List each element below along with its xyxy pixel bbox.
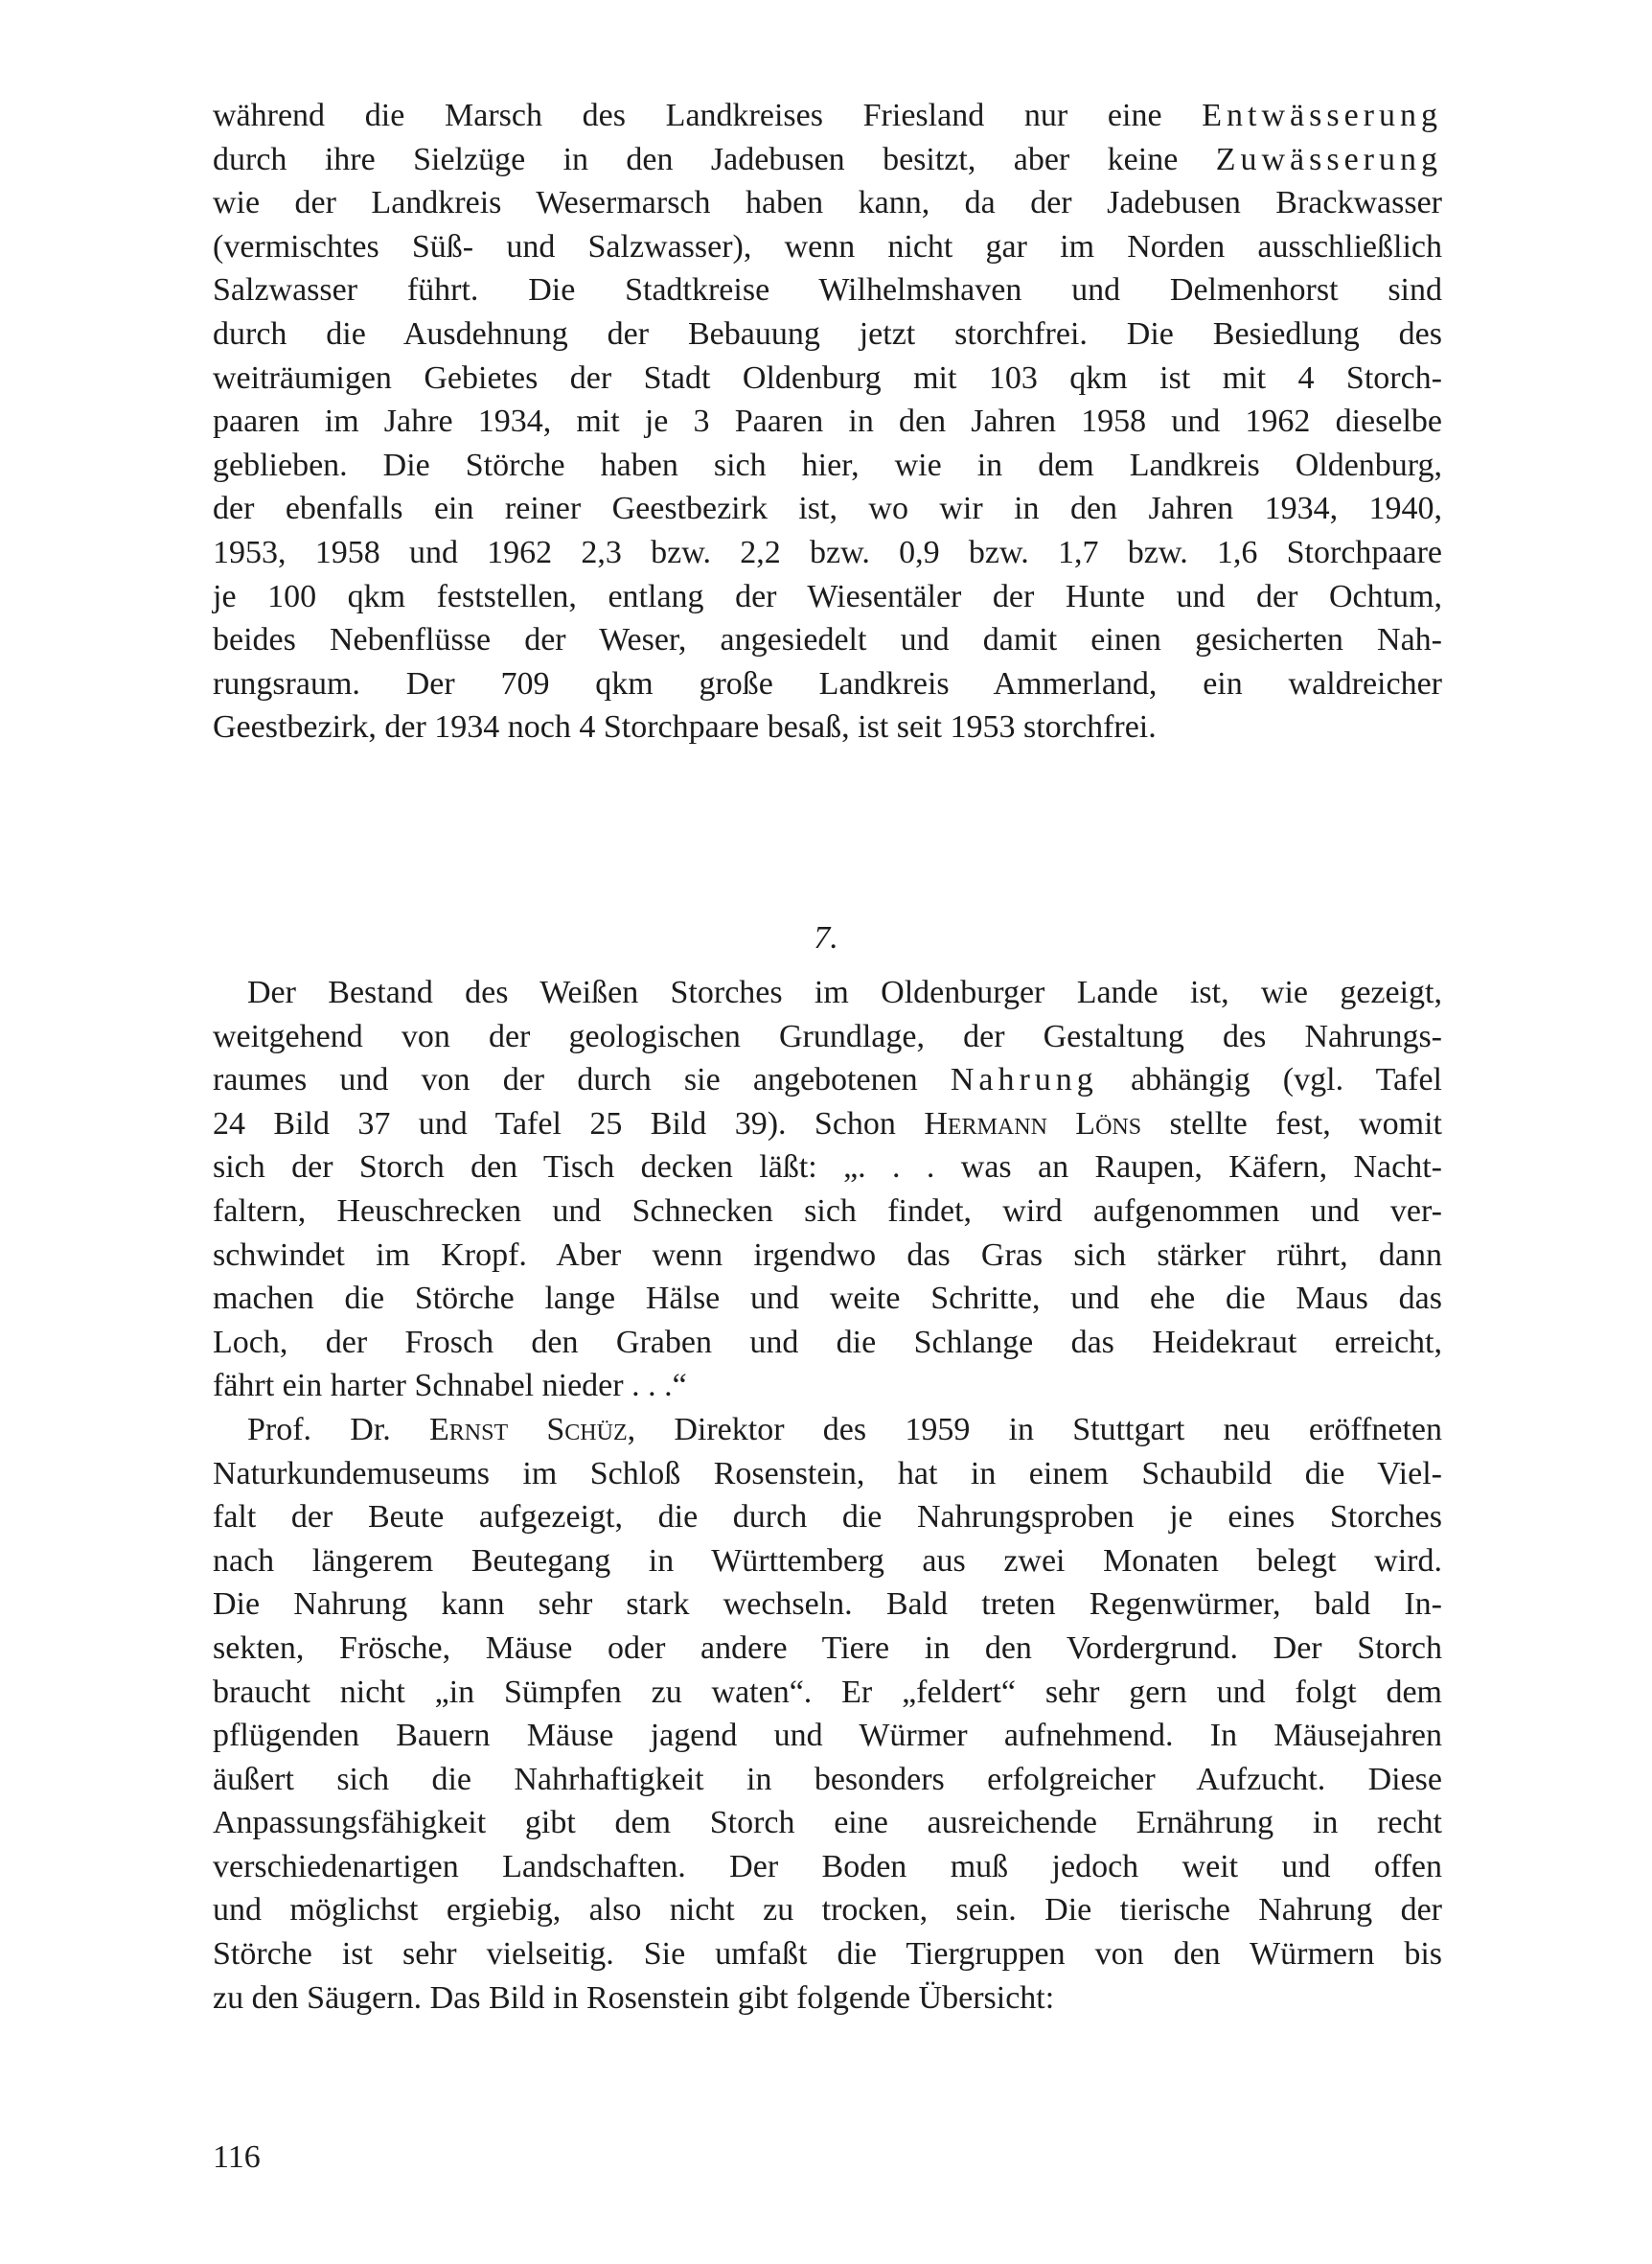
text-line	[213, 1102, 1442, 1146]
text-line	[213, 1758, 1442, 1802]
text-segment: wie der Landkreis Wesermarsch haben kann, da der Jadebusen Brackwasser	[213, 185, 1442, 221]
text-line	[213, 312, 1442, 357]
text-segment: abhängig (vgl. Tafel	[1097, 1062, 1442, 1098]
text-segment: fährt ein harter Schnabel nieder . . .“	[213, 1368, 687, 1404]
text-segment: (vermischtes Süß- und Salzwasser), wenn nicht gar im Norden ausschließlich	[213, 228, 1442, 265]
text-segment: geblieben. Die Störche haben sich hier, wie in dem Landkreis Oldenburg,	[213, 447, 1442, 483]
text-line	[213, 531, 1442, 575]
text-segment: stellte fest, womit	[1141, 1105, 1442, 1142]
text-line	[213, 1277, 1442, 1321]
text-line	[213, 268, 1442, 312]
text-segment: , Direktor des 1959 in Stuttgart neu eröffneten	[627, 1411, 1442, 1447]
text-line	[213, 1495, 1442, 1539]
text-line	[213, 1234, 1442, 1278]
text-line	[213, 138, 1442, 182]
text-line	[213, 1364, 1442, 1408]
text-line	[213, 1671, 1442, 1715]
text-segment: raumes und von der durch sie angebotenen	[213, 1062, 951, 1098]
text-segment: rungsraum. Der 709 qkm große Landkreis Ammerland, ein waldreicher	[213, 665, 1442, 702]
text-line	[213, 1539, 1442, 1583]
text-line	[213, 1627, 1442, 1671]
text-line	[213, 487, 1442, 531]
text-segment: Salzwasser führt. Die Stadtkreise Wilhelmshaven und Delmenhorst sind	[213, 272, 1442, 309]
text-segment: faltern, Heuschrecken und Schnecken sich findet, wird aufgenommen und ver-	[213, 1192, 1442, 1229]
text-line	[213, 1582, 1442, 1627]
text-segment: der ebenfalls ein reiner Geestbezirk ist, wo wir in den Jahren 1934, 1940,	[213, 491, 1442, 527]
text-line	[213, 400, 1442, 444]
emphasized-word: Zuwässerung	[1215, 141, 1442, 177]
text-line	[213, 225, 1442, 269]
section-number: 7.	[814, 920, 838, 956]
text-segment: braucht nicht „in Sümpfen zu waten“. Er „feldert“ sehr gern und folgt dem	[213, 1674, 1442, 1710]
text-line	[213, 662, 1442, 706]
text-line	[213, 1845, 1442, 1889]
page-number: 116	[213, 2139, 261, 2175]
text-segment: weiträumigen Gebietes der Stadt Oldenburg mit 103 qkm ist mit 4 Storch-	[213, 359, 1442, 396]
text-segment: 1953, 1958 und 1962 2,3 bzw. 2,2 bzw. 0,9 bzw. 1,7 bzw. 1,6 Storchpaare	[213, 534, 1442, 570]
text-segment: nach längerem Beutegang in Württemberg aus zwei Monaten belegt wird.	[213, 1542, 1442, 1579]
text-line	[213, 971, 1442, 1015]
text-line	[213, 1801, 1442, 1845]
text-segment: durch die Ausdehnung der Bebauung jetzt storchfrei. Die Besiedlung des	[213, 315, 1442, 352]
text-segment: Loch, der Frosch den Graben und die Schlange das Heidekraut erreicht,	[213, 1324, 1442, 1360]
text-segment: Der Bestand des Weißen Storches im Oldenburger Lande ist, wie gezeigt,	[247, 975, 1442, 1010]
text-segment: pflügenden Bauern Mäuse jagend und Würmer aufnehmend. In Mäusejahren	[213, 1718, 1442, 1754]
text-line	[213, 1058, 1442, 1102]
text-line	[213, 357, 1442, 401]
text-line	[213, 575, 1442, 619]
text-line	[213, 1015, 1442, 1059]
text-line	[213, 1932, 1442, 1976]
text-line	[213, 1145, 1442, 1190]
text-segment: verschiedenartigen Landschaften. Der Boden muß jedoch weit und offen	[213, 1848, 1442, 1884]
text-segment: während die Marsch des Landkreises Friesland nur eine	[213, 98, 1203, 133]
text-segment: beides Nebenflüsse der Weser, angesiedelt und damit einen gesicherten Nah-	[213, 622, 1442, 658]
text-segment: Geestbezirk, der 1934 noch 4 Storchpaare besaß, ist seit 1953 storchfrei.	[213, 709, 1157, 746]
text-segment: 24 Bild 37 und Tafel 25 Bild 39). Schon	[213, 1105, 925, 1142]
emphasized-word: Entwässerung	[1202, 98, 1442, 133]
text-segment: durch ihre Sielzüge in den Jadebusen besitzt, aber keine	[213, 141, 1216, 177]
text-line	[213, 1452, 1442, 1496]
text-line	[213, 1190, 1442, 1234]
text-line	[213, 181, 1442, 225]
text-line	[213, 1714, 1442, 1758]
text-segment: äußert sich die Nahrhaftigkeit in besonders erfolgreicher Aufzucht. Diese	[213, 1761, 1442, 1797]
text-segment: paaren im Jahre 1934, mit je 3 Paaren in den Jahren 1958 und 1962 dieselbe	[213, 404, 1442, 440]
text-line	[213, 444, 1442, 488]
paragraph-1	[213, 94, 1442, 750]
text-segment: sekten, Frösche, Mäuse oder andere Tiere in den Vordergrund. Der Storch	[213, 1629, 1442, 1666]
text-segment: Anpassungsfähigkeit gibt dem Storch eine ausreichende Ernährung in recht	[213, 1805, 1442, 1841]
text-line	[213, 618, 1442, 662]
text-segment: Störche ist sehr vielseitig. Sie umfaßt die Tiergruppen von den Würmern bis	[213, 1936, 1442, 1973]
text-segment: weitgehend von der geologischen Grundlage, der Gestaltung des Nahrungs-	[213, 1018, 1442, 1054]
text-segment: schwindet im Kropf. Aber wenn irgendwo das Gras sich stärker rührt, dann	[213, 1236, 1442, 1273]
text-segment: zu den Säugern. Das Bild in Rosenstein gibt folgende Übersicht:	[213, 1979, 1055, 2016]
text-segment: und möglichst ergiebig, also nicht zu trocken, sein. Die tierische Nahrung der	[213, 1892, 1442, 1929]
text-segment: Die Nahrung kann sehr stark wechseln. Bald treten Regenwürmer, bald In-	[213, 1586, 1442, 1623]
text-line	[213, 94, 1442, 138]
text-line	[213, 1888, 1442, 1932]
text-line	[213, 705, 1442, 750]
text-segment: Prof. Dr.	[247, 1411, 430, 1447]
text-segment: Naturkundemuseums im Schloß Rosenstein, hat in einem Schaubild die Viel-	[213, 1455, 1442, 1491]
text-segment: je 100 qkm feststellen, entlang der Wiesentäler der Hunte und der Ochtum,	[213, 578, 1442, 614]
text-line	[213, 1321, 1442, 1365]
emphasized-word: Nahrung	[950, 1062, 1098, 1098]
author-name: Hermann Löns	[924, 1105, 1142, 1142]
text-segment: machen die Störche lange Hälse und weite Schritte, und ehe die Maus das	[213, 1281, 1442, 1317]
text-line	[213, 1976, 1442, 2021]
paragraphs-section-7	[213, 971, 1442, 2020]
text-segment: falt der Beute aufgezeigt, die durch die Nahrungsproben je eines Storches	[213, 1499, 1442, 1536]
author-name: Ernst Schüz	[429, 1411, 628, 1447]
text-line	[213, 1408, 1442, 1452]
text-segment: sich der Storch den Tisch decken läßt: „. . . was an Raupen, Käfern, Nacht-	[213, 1149, 1442, 1186]
